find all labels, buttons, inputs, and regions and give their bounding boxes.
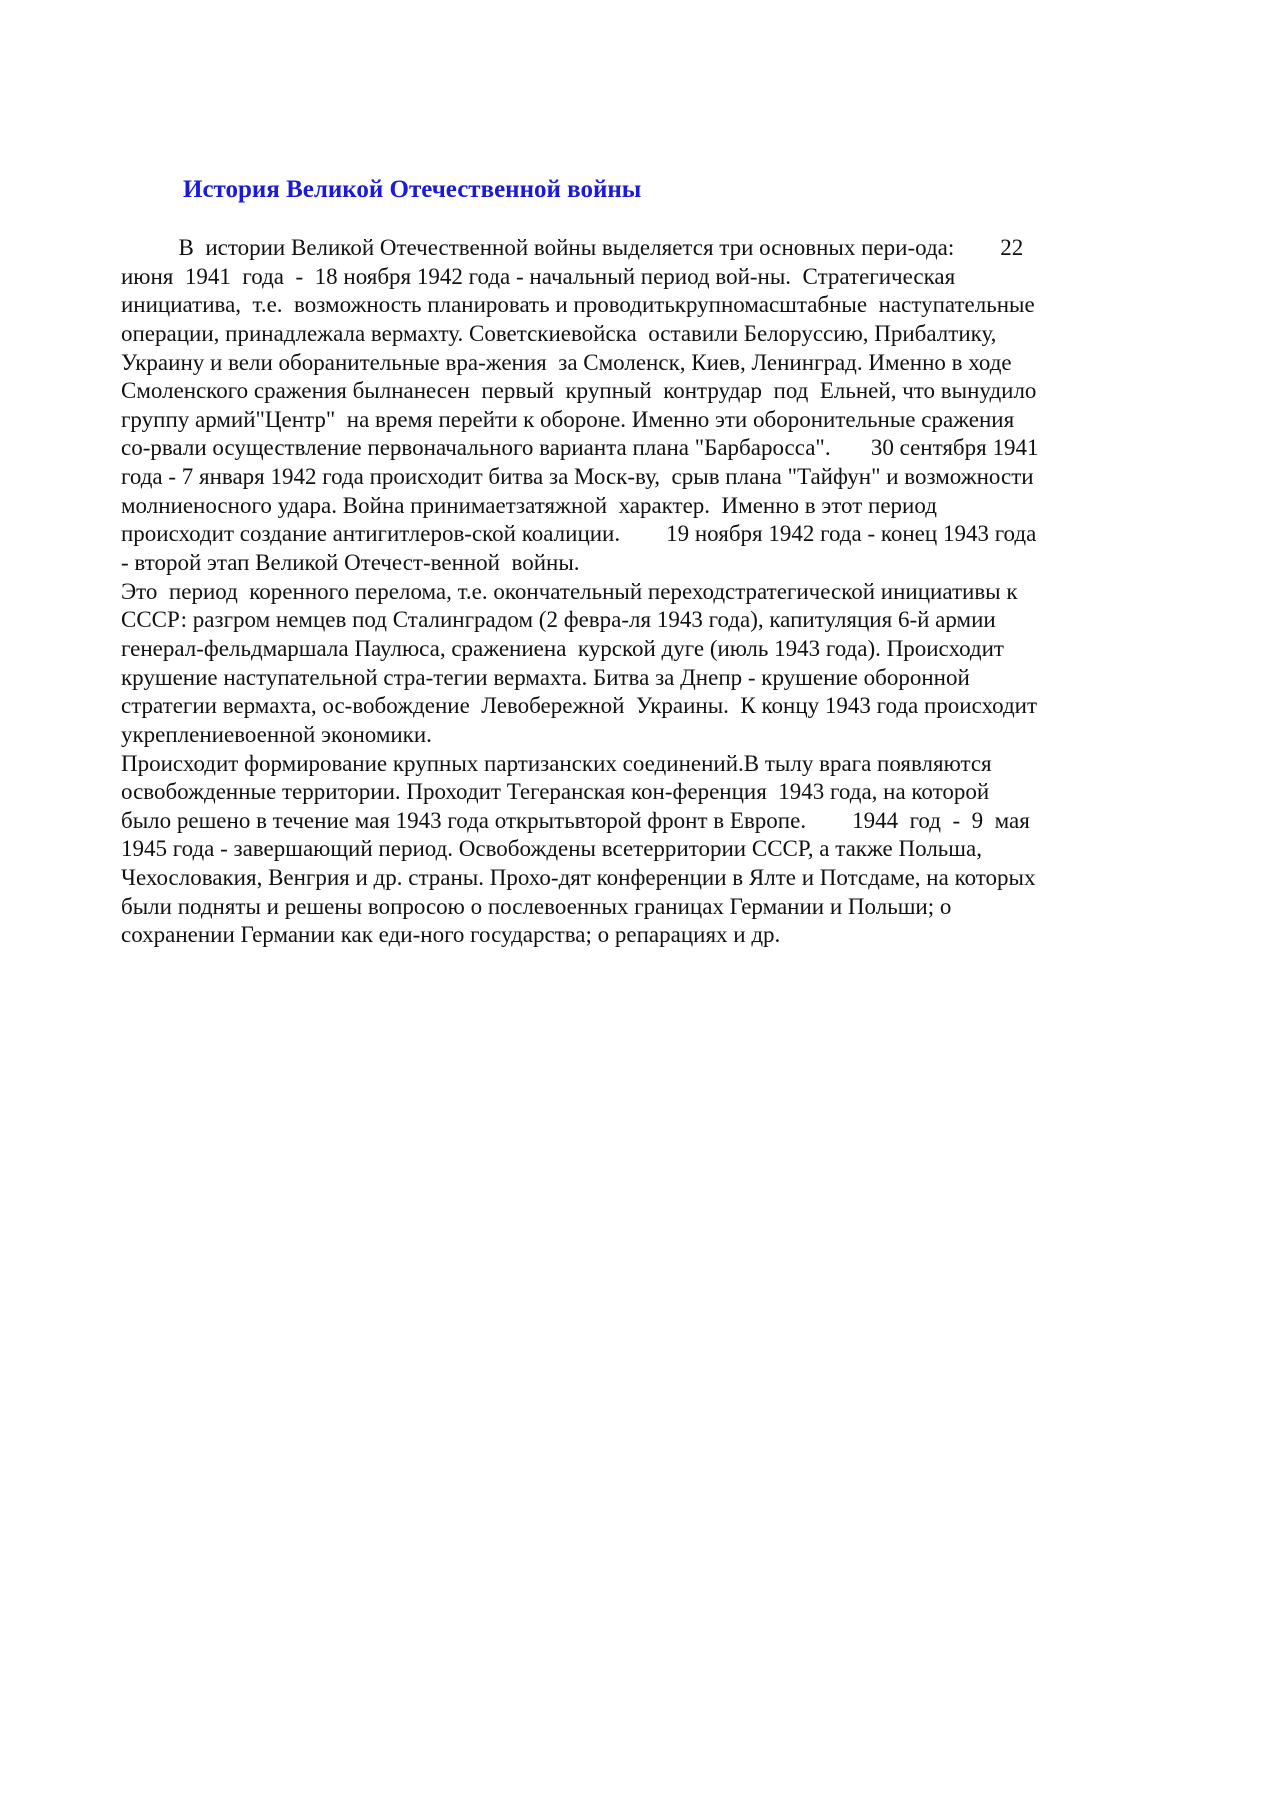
text-line: Происходит формирование крупных партизанских соединений.В тылу врага появляются <box>121 750 992 776</box>
text-line: группу армий"Центр" на время перейти к обороне. Именно эти оборонительные сражения <box>121 406 1015 432</box>
text-line: стратегии вермахта, ос-вобождение Левобережной Украины. К концу 1943 года происходит <box>121 693 1038 719</box>
text-line: года - 7 января 1942 года происходит битва за Моск-ву, срыв плана "Тайфун" и возможности <box>121 464 1034 490</box>
text-line: Украину и вели оборанительные вра-жения за Смоленск, Киев, Ленинград. Именно в ходе <box>121 349 1012 375</box>
text-line: Чехословакия, Венгрия и др. страны. Прохо-дят конференции в Ялте и Потсдаме, на которых <box>121 865 1036 891</box>
text-line: июня 1941 года - 18 ноября 1942 года - начальный период вой-ны. Стратегическая <box>121 263 956 289</box>
text-line: молниеносного удара. Война принимаетзатяжной характер. Именно в этот период <box>121 492 937 518</box>
document-body <box>121 234 1161 950</box>
text-line: - второй этап Великой Отечест-венной войны. <box>121 550 580 576</box>
text-line: были подняты и решены вопросою о послевоенных границах Германии и Польши; о <box>121 893 952 919</box>
text-line: было решено в течение мая 1943 года открытьвторой фронт в Европе. 1944 год - 9 мая <box>121 807 1030 833</box>
text-line: сохранении Германии как еди-ного государства; о репарациях и др. <box>121 922 781 948</box>
text-line: освобожденные территории. Проходит Тегеранская кон-ференция 1943 года, на которой <box>121 779 990 805</box>
document-title: История Великой Отечественной войны <box>183 176 642 203</box>
text-line: крушение наступательной стра-тегии вермахта. Битва за Днепр - крушение оборонной <box>121 664 970 690</box>
text-line: со-рвали осуществление первоначального варианта плана "Барбаросса". 30 сентября 1941 <box>121 435 1039 461</box>
text-line: операции, принадлежала вермахту. Советскиевойска оставили Белоруссию, Прибалтику, <box>121 320 997 346</box>
text-line: генерал-фельдмаршала Паулюса, сражениена курской дуге (июль 1943 года). Происходит <box>121 635 1004 661</box>
text-line: 1945 года - завершающий период. Освобождены всетерритории СССР, а также Польша, <box>121 836 982 862</box>
text-line: происходит создание антигитлеров-ской коалиции. 19 ноября 1942 года - конец 1943 года <box>121 521 1037 547</box>
text-line: Это период коренного перелома, т.е. окончательный переходстратегической инициативы к <box>121 578 1018 604</box>
text-line: укреплениевоенной экономики. <box>121 721 432 747</box>
text-line: СССР: разгром немцев под Сталинградом (2 февра-ля 1943 года), капитуляция 6-й армии <box>121 607 996 633</box>
text-line: Смоленского сражения былнанесен первый крупный контрудар под Ельней, что вынудило <box>121 378 1037 404</box>
text-line: В истории Великой Отечественной войны выделяется три основных пери-ода: 22 <box>121 235 1024 260</box>
text-line: инициатива, т.е. возможность планировать и проводитькрупномасштабные наступательные <box>121 292 1035 318</box>
